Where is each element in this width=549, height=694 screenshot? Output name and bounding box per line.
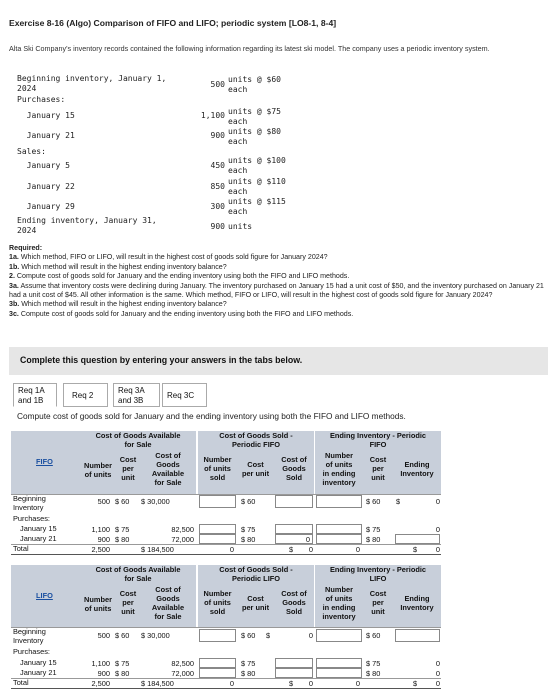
fifo-total-sold-units: 0 [229, 545, 234, 554]
required-heading: Required: [9, 244, 43, 252]
col-units-ending-lifo: Number of units in ending inventory [315, 585, 363, 627]
fifo-jan21-units-sold-input[interactable] [199, 534, 236, 544]
lifo-jan21-units: 900 [97, 669, 110, 678]
req-tag: 3a. [9, 281, 19, 290]
lifo-total-sold-dollar: $ [289, 679, 294, 688]
fifo-beg-cost: $ 60 [115, 497, 130, 506]
col-units-sold: Number of units sold [198, 451, 237, 494]
req-tag: 3c. [9, 309, 19, 318]
fifo-total-end-val: 0 [435, 545, 440, 554]
fifo-beg-end-cost: $ 60 [366, 497, 381, 506]
fifo-jan21-sold-cost: $ 80 [241, 535, 256, 544]
lifo-total-sold-val: 0 [308, 679, 313, 688]
col-cost-available-lifo: Cost of Goods Available for Sale [140, 585, 196, 627]
lifo-label: LIFO [36, 591, 53, 600]
fifo-total-end-dollar: $ [413, 545, 418, 554]
row-label-jan21: January 21 [20, 534, 57, 543]
lifo-jan15-end-val: 0 [435, 659, 440, 668]
lifo-beg-units-sold-input[interactable] [199, 629, 236, 642]
row-label-total: Total [13, 544, 29, 553]
intro-text: Alta Ski Company's inventory records contained the following information regarding its latest ski model. The company uses a periodic inventory system. [9, 44, 490, 53]
req-text: Which method will result in the highest ending inventory balance? [19, 262, 227, 271]
required-section [9, 244, 544, 319]
fifo-jan21-cost: $ 80 [115, 535, 130, 544]
inv-label: January 15 [17, 111, 75, 120]
lifo-jan15-units-sold-input[interactable] [199, 658, 236, 668]
col-cost-per-unit2-lifo: Cost per unit [237, 585, 274, 627]
fifo-beg-cost-sold-input[interactable] [275, 495, 313, 508]
lifo-beg-units: 500 [97, 631, 110, 640]
lifo-jan15-cost: $ 75 [115, 659, 130, 668]
fifo-lifo-table [11, 431, 441, 694]
row-label-purchases: Purchases: [13, 514, 50, 523]
fifo-beg-units: 500 [97, 497, 110, 506]
inv-label: Sales: [17, 147, 46, 156]
tab-req-2[interactable] [63, 383, 108, 407]
banner-text: Complete this question by entering your answers in the tabs below. [20, 355, 303, 365]
fifo-jan15-cost: $ 75 [115, 525, 130, 534]
inv-qty: 900 [210, 131, 225, 140]
lifo-beg-units-ending-input[interactable] [316, 629, 362, 642]
inv-qty: 300 [210, 202, 225, 211]
fifo-jan15-end-val: 0 [435, 525, 440, 534]
ending-fifo-header: Ending Inventory - Periodic FIFO [315, 431, 441, 451]
req-text: Assume that inventory costs were declining during January. The inventory purchased on January 15 had a unit cost of $50, and the inventory purchased on January 21 had a unit cost of $45. All other information is the same. Which method, FIFO or LIFO, will result in the highest cost of goods sold figure for January 2024? [9, 281, 544, 300]
instruction-banner [9, 347, 548, 375]
tab-instruction: Compute cost of goods sold for January and the ending inventory using both the FIFO and LIFO methods. [17, 411, 406, 421]
col-cost-sold: Cost of Goods Sold [274, 451, 314, 494]
tab-req-1a-1b[interactable] [13, 383, 57, 407]
col-cost-per-unit: Cost per unit [116, 451, 140, 494]
inv-label: January 29 [17, 202, 75, 211]
fifo-beg-sold-cost: $ 60 [241, 497, 256, 506]
lifo-jan15-cost-sold-input[interactable] [275, 658, 313, 668]
fifo-total-end-units: 0 [355, 545, 360, 554]
req-tag: 2. [9, 272, 15, 281]
col-units-ending: Number of units in ending inventory [315, 451, 363, 494]
lifo-jan15-units: 1,100 [91, 659, 110, 668]
available-header: Cost of Goods Available for Sale [80, 431, 196, 451]
fifo-jan21-units-ending-input[interactable] [316, 534, 362, 544]
inv-qty: 450 [210, 161, 225, 170]
req-text: Which method, FIFO or LIFO, will result in the highest cost of goods sold figure for January 2024? [18, 253, 328, 262]
col-units: Number of units [80, 451, 116, 494]
col-cost-available: Cost of Goods Available for Sale [140, 451, 196, 494]
row-label-total-lifo: Total [13, 678, 29, 687]
tab-label: Req 3C [167, 391, 195, 400]
row-label-purchases-lifo: Purchases: [13, 647, 50, 656]
fifo-jan15-units: 1,100 [91, 525, 110, 534]
cogs-lifo-header: Cost of Goods Sold - Periodic LIFO [198, 565, 314, 585]
fifo-total-units: 2,500 [91, 545, 110, 554]
lifo-jan21-units-ending-input[interactable] [316, 668, 362, 678]
fifo-total-sold-dollar: $ [289, 545, 294, 554]
col-units-sold-lifo: Number of units sold [198, 585, 237, 627]
tab-req-3a-3b[interactable] [113, 383, 160, 407]
fifo-jan21-cost-sold-input[interactable]: 0 [275, 534, 313, 544]
inv-unit: units @ $60 each [228, 75, 281, 94]
lifo-label-cell [11, 565, 80, 627]
row-label-jan15-lifo: January 15 [20, 658, 57, 667]
fifo-beg-avail: $ 30,000 [141, 497, 170, 506]
fifo-jan15-end-cost: $ 75 [366, 525, 381, 534]
fifo-jan21-end-cost: $ 80 [366, 535, 381, 544]
fifo-jan15-units-ending-input[interactable] [316, 524, 362, 534]
lifo-total-avail: $ 184,500 [141, 679, 174, 688]
col-cost-per-unit3: Cost per unit [363, 451, 393, 494]
fifo-beg-units-ending-input[interactable] [316, 495, 362, 508]
col-cost-per-unit3-lifo: Cost per unit [363, 585, 393, 627]
inv-unit: units @ $110 each [228, 177, 286, 196]
inv-label: Ending inventory, January 31, 2024 [17, 216, 157, 235]
fifo-jan15-avail: 82,500 [171, 525, 194, 534]
lifo-beg-sold-dollar: $ [266, 631, 271, 640]
fifo-jan21-avail: 72,000 [171, 535, 194, 544]
inv-label: January 22 [17, 182, 75, 191]
fifo-total-avail: $ 184,500 [141, 545, 174, 554]
inv-label: Purchases: [17, 95, 66, 104]
fifo-label: FIFO [36, 457, 53, 466]
inv-label: January 5 [17, 161, 70, 170]
col-cost-per-unit-lifo: Cost per unit [116, 585, 140, 627]
lifo-beg-end-input[interactable] [395, 629, 440, 642]
fifo-jan15-units-sold-input[interactable] [199, 524, 236, 534]
tab-req-3c[interactable] [162, 383, 207, 407]
fifo-jan15-cost-sold-input[interactable] [275, 524, 313, 534]
col-cost-per-unit2: Cost per unit [237, 451, 274, 494]
lifo-total-end-val: 0 [435, 679, 440, 688]
lifo-jan21-cost-sold-input[interactable] [275, 668, 313, 678]
inv-label: Beginning inventory, January 1, 2024 [17, 74, 167, 93]
col-units-lifo: Number of units [80, 585, 116, 627]
fifo-jan21-units: 900 [97, 535, 110, 544]
fifo-jan15-sold-cost: $ 75 [241, 525, 256, 534]
tab-label: Req 2 [72, 391, 94, 400]
lifo-jan15-avail: 82,500 [171, 659, 194, 668]
inv-unit: units [228, 222, 253, 231]
req-tag: 1a. [9, 253, 19, 262]
col-cost-sold-lifo: Cost of Goods Sold [274, 585, 314, 627]
lifo-jan21-avail: 72,000 [171, 669, 194, 678]
tab-label: Req 1A and 1B [18, 386, 45, 405]
lifo-jan21-end-cost: $ 80 [366, 669, 381, 678]
req-text: Compute cost of goods sold for January and the ending inventory using both the FIFO and LIFO methods. [14, 272, 350, 281]
ending-lifo-header: Ending Inventory - Periodic LIFO [315, 565, 441, 585]
lifo-total-end-units: 0 [355, 679, 360, 688]
lifo-beg-sold-val: 0 [308, 631, 313, 640]
inv-qty: 1,100 [200, 111, 225, 120]
lifo-beg-cost: $ 60 [115, 631, 130, 640]
req-tag: 3b. [9, 300, 20, 309]
lifo-total-end-dollar: $ [413, 679, 418, 688]
lifo-beg-sold-cost: $ 60 [241, 631, 256, 640]
row-label-beginning-lifo: Beginning Inventory [13, 627, 46, 645]
fifo-beg-end-val: 0 [435, 497, 440, 506]
col-ending-inventory-lifo: Ending Inventory [393, 585, 441, 627]
fifo-label-cell [11, 431, 80, 494]
row-label-beginning: Beginning Inventory [13, 494, 46, 512]
lifo-beg-avail: $ 30,000 [141, 631, 170, 640]
fifo-total-sold-val: 0 [308, 545, 313, 554]
lifo-total-units: 2,500 [91, 679, 110, 688]
lifo-jan15-units-ending-input[interactable] [316, 658, 362, 668]
lifo-jan21-units-sold-input[interactable] [199, 668, 236, 678]
lifo-jan21-end-val: 0 [435, 669, 440, 678]
row-label-jan15: January 15 [20, 524, 57, 533]
inv-qty: 500 [210, 80, 225, 89]
inv-qty: 850 [210, 182, 225, 191]
lifo-jan15-sold-cost: $ 75 [241, 659, 256, 668]
lifo-jan15-end-cost: $ 75 [366, 659, 381, 668]
req-text: Which method will result in the highest ending inventory balance? [19, 300, 227, 309]
tab-label: Req 3A and 3B [118, 386, 145, 405]
inv-unit: units @ $100 each [228, 156, 286, 175]
inv-unit: units @ $80 each [228, 127, 281, 146]
lifo-beg-end-cost: $ 60 [366, 631, 381, 640]
exercise-title: Exercise 8-16 (Algo) Comparison of FIFO and LIFO; periodic system [LO8-1, 8-4] [9, 18, 337, 28]
available-header-lifo: Cost of Goods Available for Sale [80, 565, 196, 585]
lifo-jan21-cost: $ 80 [115, 669, 130, 678]
lifo-total-sold-units: 0 [229, 679, 234, 688]
inv-unit: units @ $115 each [228, 197, 286, 216]
row-label-jan21-lifo: January 21 [20, 668, 57, 677]
cogs-fifo-header: Cost of Goods Sold - Periodic FIFO [198, 431, 314, 451]
req-tag: 1b. [9, 262, 20, 271]
lifo-jan21-sold-cost: $ 80 [241, 669, 256, 678]
inv-label: January 21 [17, 131, 75, 140]
fifo-beg-units-sold-input[interactable] [199, 495, 236, 508]
col-ending-inventory: Ending Inventory [393, 451, 441, 494]
inv-unit: units @ $75 each [228, 107, 281, 126]
inv-qty: 900 [210, 222, 225, 231]
fifo-beg-end-dollar: $ [396, 497, 401, 506]
req-text: Compute cost of goods sold for January and the ending inventory using both the FIFO and LIFO methods. [18, 309, 354, 318]
fifo-jan21-end-input[interactable] [395, 534, 440, 544]
